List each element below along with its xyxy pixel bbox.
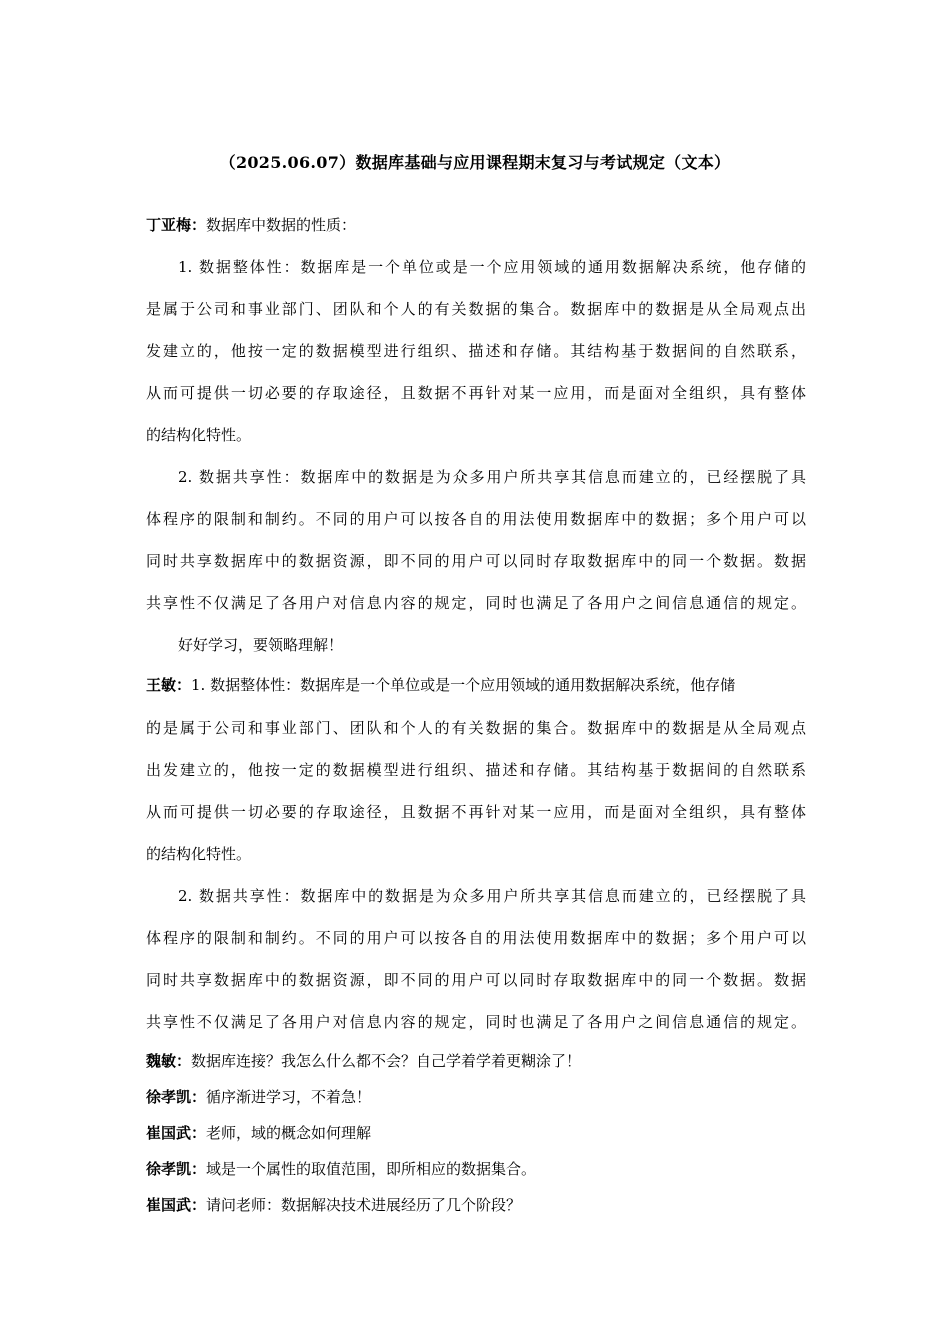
post-0-line-8 [146, 551, 806, 572]
message-text: 1. 数据整体性：数据库是一个单位或是一个应用领域的通用数据解决系统，他存储 [191, 676, 736, 694]
message-text: 数据库中数据的性质： [206, 216, 357, 234]
speaker-name: 王敏： [146, 676, 192, 694]
post-0-line-4 [146, 383, 806, 404]
post-2-line-0 [146, 1051, 806, 1072]
message-text: 域是一个属性的取值范围，即所相应的数据集合。 [206, 1160, 537, 1178]
post-1-line-3 [146, 802, 806, 823]
post-1-line-8 [146, 1012, 806, 1033]
post-1-line-0 [146, 675, 806, 696]
message-line: 是属于公司和事业部门、团队和个人的有关数据的集合。数据库中的数据是从全局观点出 [146, 300, 806, 318]
message-line: 出发建立的，他按一定的数据模型进行组织、描述和存储。其结构基于数据间的自然联系 [146, 761, 806, 779]
message-text: 数据库连接？我怎么什么都不会？自己学着学着更糊涂了！ [191, 1052, 582, 1070]
message-text: 请问老师：数据解决技术进展经历了几个阶段？ [206, 1196, 522, 1214]
message-line: 1. 数据整体性：数据库是一个单位或是一个应用领域的通用数据解决系统，他存储的 [178, 258, 806, 276]
post-1-line-7 [146, 970, 806, 991]
message-line: 的结构化特性。 [146, 845, 252, 863]
message-line: 2. 数据共享性：数据库中的数据是为众多用户所共享其信息而建立的，已经摆脱了具 [178, 887, 806, 905]
post-0-line-7 [146, 509, 806, 530]
speaker-name: 徐孝凯： [146, 1088, 207, 1106]
speaker-name: 崔国武： [146, 1196, 207, 1214]
post-0-line-9 [146, 593, 806, 614]
post-0-line-1 [146, 257, 806, 278]
post-1-line-1 [146, 718, 806, 739]
message-line: 从而可提供一切必要的存取途径，且数据不再针对某一应用，而是面对全组织，具有整体 [146, 384, 806, 402]
post-0-line-0 [146, 215, 806, 236]
message-text: 老师，域的概念如何理解 [206, 1124, 372, 1142]
post-6-line-0 [146, 1195, 806, 1216]
message-line: 的结构化特性。 [146, 426, 252, 444]
message-line: 体程序的限制和制约。不同的用户可以按各自的用法使用数据库中的数据；多个用户可以 [146, 510, 806, 528]
message-line: 发建立的，他按一定的数据模型进行组织、描述和存储。其结构基于数据间的自然联系， [146, 342, 806, 360]
post-0-line-10 [146, 635, 838, 656]
post-1-line-5 [146, 886, 806, 907]
message-line: 从而可提供一切必要的存取途径，且数据不再针对某一应用，而是面对全组织，具有整体 [146, 803, 806, 821]
post-4-line-0 [146, 1123, 806, 1144]
post-0-line-2 [146, 299, 806, 320]
post-1-line-6 [146, 928, 806, 949]
speaker-name: 徐孝凯： [146, 1160, 207, 1178]
message-line: 2. 数据共享性：数据库中的数据是为众多用户所共享其信息而建立的，已经摆脱了具 [178, 468, 806, 486]
message-line: 同时共享数据库中的数据资源，即不同的用户可以同时存取数据库中的同一个数据。数据 [146, 971, 806, 989]
message-text: 循序渐进学习，不着急！ [206, 1088, 372, 1106]
message-line: 共享性不仅满足了各用户对信息内容的规定，同时也满足了各用户之间信息通信的规定。 [146, 594, 806, 612]
post-0-line-6 [146, 467, 806, 488]
post-0-line-3 [146, 341, 806, 362]
post-5-line-0 [146, 1159, 806, 1180]
post-0-line-5 [146, 425, 806, 446]
message-line: 体程序的限制和制约。不同的用户可以按各自的用法使用数据库中的数据；多个用户可以 [146, 929, 806, 947]
speaker-name: 丁亚梅： [146, 216, 207, 234]
message-line: 的是属于公司和事业部门、团队和个人的有关数据的集合。数据库中的数据是从全局观点 [146, 719, 806, 737]
post-1-line-2 [146, 760, 806, 781]
speaker-name: 崔国武： [146, 1124, 207, 1142]
post-3-line-0 [146, 1087, 806, 1108]
message-line: 同时共享数据库中的数据资源，即不同的用户可以同时存取数据库中的同一个数据。数据 [146, 552, 806, 570]
post-1-line-4 [146, 844, 806, 865]
speaker-name: 魏敏： [146, 1052, 192, 1070]
message-line: 好好学习，要领略理解！ [178, 636, 344, 654]
message-line: 共享性不仅满足了各用户对信息内容的规定，同时也满足了各用户之间信息通信的规定。 [146, 1013, 806, 1031]
document-title: （2025.06.07）数据库基础与应用课程期末复习与考试规定（文本） [219, 153, 731, 172]
